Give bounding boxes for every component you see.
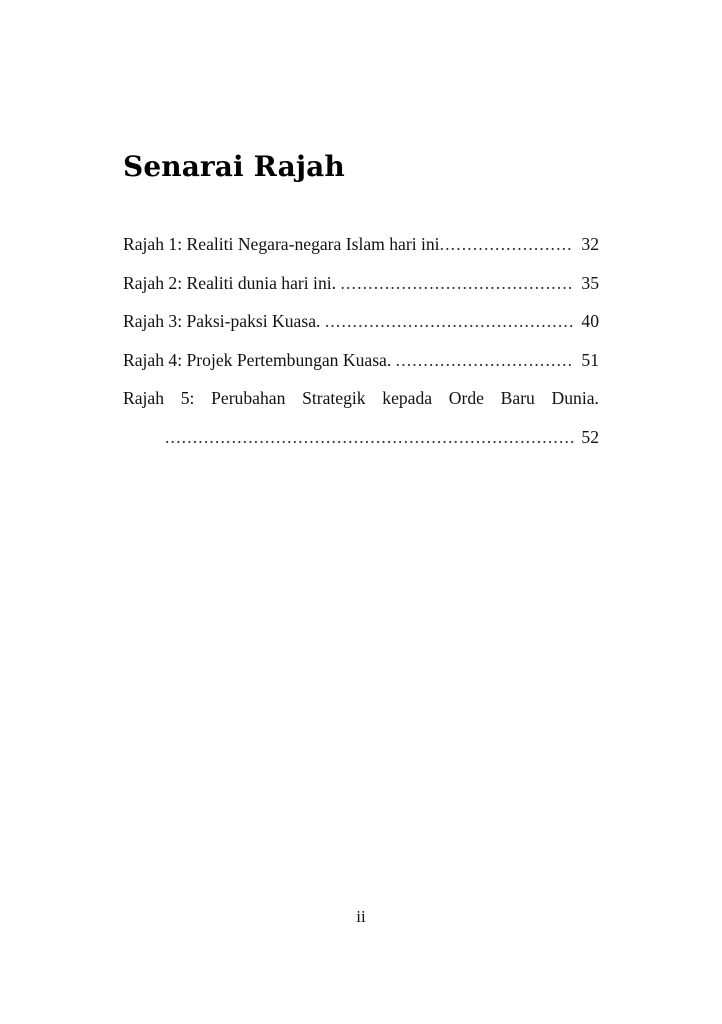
figure-entry-page-number: 40 [581, 311, 599, 332]
list-item [123, 341, 599, 380]
list-of-figures [123, 225, 599, 456]
figure-entry-4 [123, 341, 599, 380]
figure-entry-page-number: 32 [581, 234, 599, 255]
figure-entry-word: Dunia. [551, 388, 599, 409]
figure-entry-word: Perubahan [211, 388, 286, 409]
figure-entry-page-number: 52 [581, 426, 599, 447]
figure-entry-page-number: 51 [581, 349, 599, 370]
figure-entry-label: Rajah 1: Realiti Negara-negara Islam hari ini [123, 234, 440, 255]
figure-entry-label: Rajah 2: Realiti dunia hari ini. [123, 272, 341, 293]
list-of-figures-section [123, 150, 599, 456]
figure-entry-word: Orde [448, 388, 484, 409]
page-title: Senarai Rajah [123, 150, 345, 183]
list-item [123, 379, 599, 456]
figure-entry-2 [123, 264, 599, 303]
list-item [123, 225, 599, 264]
figure-entry-word: Rajah [123, 388, 165, 409]
figure-entry-5-line-2 [123, 418, 599, 457]
figure-entry-word: Strategik [302, 388, 366, 409]
figure-entry-word: Baru [500, 388, 535, 409]
figure-entry-page-number: 35 [581, 272, 599, 293]
list-item [123, 302, 599, 341]
page-folio: ii [356, 907, 366, 926]
dot-leader: .......................................................................... [165, 426, 576, 447]
list-item [123, 264, 599, 303]
figure-entry-5-line-1 [123, 379, 599, 418]
figure-entry-3 [123, 302, 599, 341]
figure-entry-1 [123, 225, 599, 264]
dot-leader: .......................................... [340, 272, 574, 293]
figure-entry-word: 5: [180, 388, 195, 409]
dot-leader: ........................ [439, 234, 573, 255]
figure-entry-label: Rajah 3: Paksi-paksi Kuasa. [123, 311, 325, 332]
dot-leader: ............................................. [324, 311, 575, 332]
figure-entry-label: Rajah 4: Projek Pertembungan Kuasa. [123, 349, 396, 370]
figure-entry-word: kepada [382, 388, 433, 409]
dot-leader: ................................ [395, 349, 574, 370]
